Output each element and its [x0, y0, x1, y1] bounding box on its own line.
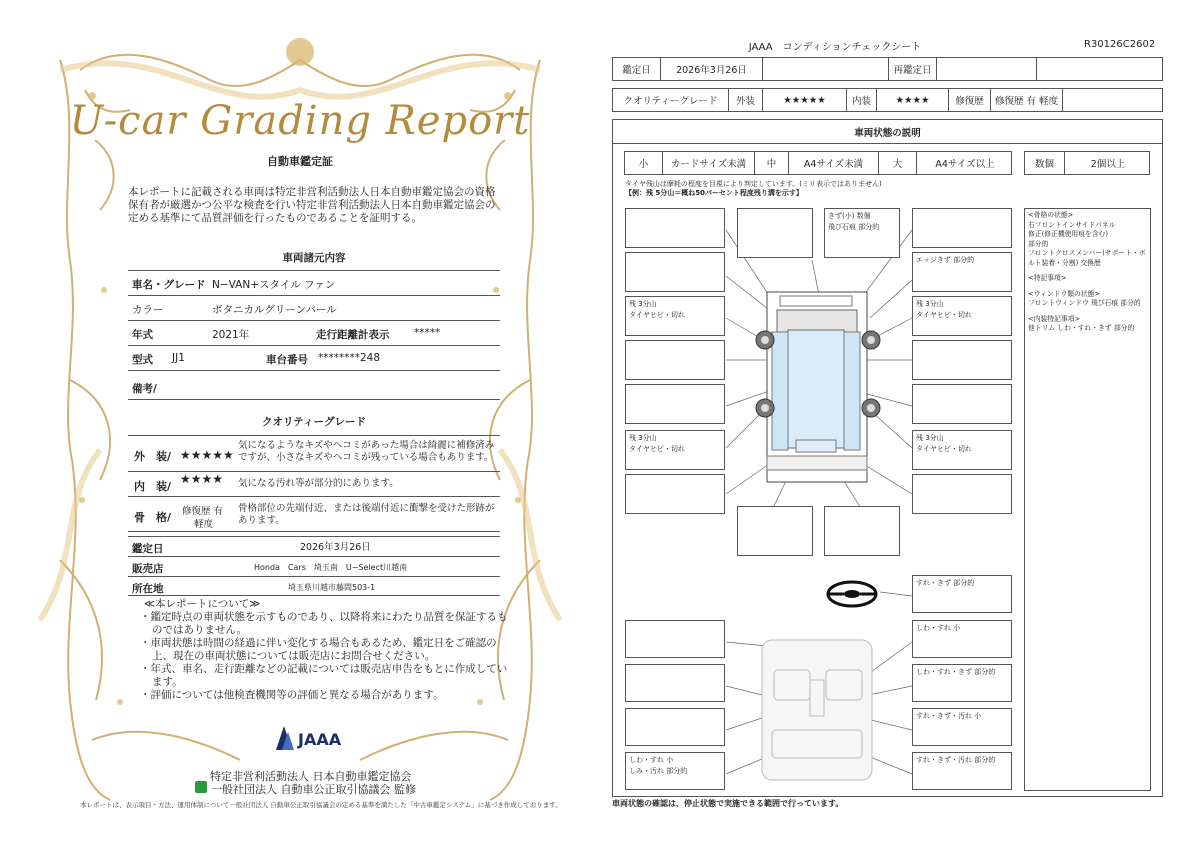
car-top-view — [767, 292, 867, 482]
dealer-row — [128, 556, 500, 576]
cond-box — [625, 384, 725, 424]
cond-box — [625, 208, 725, 248]
cond-box-tire-rl: 残 3分山 タイヤヒビ・切れ — [625, 430, 725, 470]
exterior-desc: 気になるようなキズやヘコミがあった場合は綺麗に補修済みですが、小さなキズやヘコミが残っている場合もあります。 — [238, 440, 495, 463]
sheet-repair-value: 修復歴 有 軽度 — [991, 89, 1063, 111]
note-item: ・評価については他検査機関等の評価と異なる場合があります。 — [140, 689, 444, 701]
redate-blank — [1037, 58, 1163, 80]
frame-desc: 骨格部位の先端付近、または後端付近に衝撃を受けた形跡があります。 — [238, 503, 495, 526]
spec-row-remarks — [128, 370, 500, 400]
name-value: N−VAN+スタイル ファン — [212, 279, 336, 291]
large-label: 大 — [879, 152, 917, 174]
frame-label: 骨 格/ — [134, 511, 172, 524]
sheet-bottom-note: 車両状態の確認は、停止状態で実施できる範囲で行っています。 — [612, 799, 844, 808]
cond-box-tire-fr: 残 3分山 タイヤヒビ・切れ — [912, 296, 1012, 336]
cond-box-interior-3: すれ・きず・汚れ 小 — [912, 708, 1012, 746]
certificate-title: U-car Grading Report — [69, 98, 531, 144]
grade-table — [612, 88, 1163, 112]
sheet-ext-label: 外装 — [729, 89, 763, 111]
cond-box — [912, 384, 1012, 424]
small-label: 小 — [625, 152, 663, 174]
sheet-date-label: 鑑定日 — [613, 58, 661, 80]
date-label: 鑑定日 — [132, 543, 164, 555]
steering-wheel-icon — [828, 582, 876, 606]
cond-box-wheel: すれ・きず 部分的 — [912, 575, 1012, 613]
spec-row-color — [128, 295, 500, 320]
notes-heading: ≪本レポートについて≫ — [144, 598, 261, 610]
cond-box — [737, 506, 813, 556]
date-table — [612, 57, 1163, 81]
certificate-footnote: 本レポートは、表示項目・方法、運用体制について一般社団法人 自動車公正取引協議会の定める基準を満たした「中古車鑑定システム」に基づき作成しております。 — [80, 801, 562, 809]
interior-label: 内 装/ — [134, 480, 172, 493]
memo-interior: <内装特記事項> 他トリム しわ・すれ・きず 部分的 — [1028, 314, 1135, 332]
color-value: ボタニカルグリーンパール — [212, 304, 337, 316]
certificate-subtitle: 自動車鑑定証 — [267, 155, 333, 168]
memo-window: <ウィンドウ類の状態> フロントウィンドウ 飛び石痕 部分的 — [1028, 289, 1141, 307]
memo-panel — [1024, 208, 1151, 791]
year-value: 2021年 — [212, 329, 250, 341]
cond-box-interior-1: しわ・すれ 小 — [912, 620, 1012, 658]
notes — [140, 598, 510, 702]
association-name: 特定非営利活動法人 日本自動車鑑定協会 — [210, 770, 412, 783]
count-label: 数個 — [1025, 152, 1065, 174]
exterior-stars: ★★★★★ — [180, 448, 234, 462]
redate-label: 再鑑定日 — [889, 58, 937, 80]
address-label: 所在地 — [132, 583, 164, 595]
tire-note-1: タイヤ残山は摩耗の程度を目視により判定しています。(ミリ表示ではありません) — [625, 180, 882, 188]
jaaa-logo-text: JAAA — [298, 730, 342, 749]
year-label: 年式 — [132, 329, 153, 341]
chassis-label: 車台番号 — [266, 354, 308, 366]
supervisor-name: 一般社団法人 自動車公正取引協議会 監修 — [211, 783, 416, 796]
cond-box — [625, 252, 725, 292]
cond-box — [912, 208, 1012, 248]
spec-row-model — [128, 345, 500, 370]
cond-box — [625, 474, 725, 514]
dealer-value: Honda Cars 埼玉南 U−Select川越南 — [254, 563, 408, 572]
remarks-label: 備考/ — [132, 383, 157, 395]
sheet-grade-label: クオリティーグレード — [613, 89, 729, 111]
color-label: カラー — [132, 304, 164, 316]
interior-desc: 気になる汚れ等が部分的にあります。 — [238, 478, 399, 489]
exterior-label: 外 装/ — [134, 450, 172, 463]
small-value: カードサイズ未満 — [663, 152, 755, 174]
note-item: ・車両状態は時間の経過に伴い変化する場合もあるため、鑑定日をご確認の上、現在の車両状態については販売店にお問合せください。 — [140, 637, 497, 662]
cond-box — [625, 664, 725, 702]
note-item: ・年式、車名、走行距離などの記載については販売店申告をもとに作成しています。 — [140, 663, 508, 688]
interior-stars: ★★★★ — [180, 472, 224, 486]
mileage-value: ***** — [414, 327, 441, 339]
cond-box — [737, 208, 813, 258]
specs-heading: 車両諸元内容 — [282, 252, 346, 264]
note-item: ・鑑定時点の車両状態を示すものであり、以降将来にわたり品質を保証するものではありません。 — [140, 611, 508, 636]
count-value: 2個以上 — [1090, 159, 1126, 170]
cond-box-interior-2: しわ・すれ・きず 部分的 — [912, 664, 1012, 702]
cond-box — [625, 340, 725, 380]
model-value: JJ1 — [172, 352, 185, 364]
sheet-date-value: 2026年3月26日 — [661, 58, 763, 80]
sheet-ext-stars: ★★★★★ — [763, 89, 847, 111]
mid-label: 中 — [755, 152, 789, 174]
frame-value-1: 修復歴 有 — [182, 506, 224, 517]
cond-box-tire-fl: 残 3分山 タイヤヒビ・切れ — [625, 296, 725, 336]
cond-box-tire-rr: 残 3分山 タイヤヒビ・切れ — [912, 430, 1012, 470]
sheet-int-label: 内装 — [847, 89, 877, 111]
mileage-label: 走行距離計表示 — [316, 329, 390, 341]
sheet-date-blank — [763, 58, 889, 80]
dealer-label: 販売店 — [132, 563, 164, 575]
cond-box — [824, 506, 900, 556]
sheet-code: R30126C2602 — [1084, 39, 1156, 50]
tire-note — [625, 180, 882, 198]
address-value: 埼玉県川越市藤間503-1 — [288, 583, 376, 592]
desc-heading: 車両状態の説明 — [613, 120, 1162, 144]
memo-frame: <骨格の状態> 右フロントインサイドパネル 修正(修正機使用痕を含む) 部分的 フロントクロスメンバー(サポート・ボルト装着・分割) 交換歴 — [1028, 211, 1146, 267]
count-legend — [1024, 151, 1150, 175]
address-row — [128, 576, 500, 596]
tire-note-2: 【例：残 5分山＝概ね50パーセント程度残り溝を示す】 — [625, 189, 803, 197]
large-value: A4サイズ以上 — [935, 159, 995, 170]
cond-box-interior-5: しわ・すれ 小 しみ・汚れ 部分的 — [625, 752, 725, 790]
frame-value-2: 軽度 — [194, 519, 214, 530]
size-legend — [624, 151, 1012, 175]
cond-box — [625, 620, 725, 658]
grade-row-frame — [128, 496, 500, 532]
chassis-value: ********248 — [318, 352, 381, 364]
grade-row-interior — [128, 471, 500, 496]
cond-box-front: きず(小) 数個 飛び石痕 部分的 — [824, 208, 900, 258]
sheet-repair-label: 修復歴 — [949, 89, 991, 111]
cond-box — [625, 708, 725, 746]
model-label: 型式 — [132, 354, 153, 366]
cond-box — [912, 340, 1012, 380]
cond-box-interior-4: すれ・きず・汚れ 部分的 — [912, 752, 1012, 790]
mid-value: A4サイズ未満 — [789, 152, 879, 174]
date-value: 2026年3月26日 — [300, 542, 371, 553]
date-row — [128, 536, 500, 556]
certificate-intro: 本レポートに記載される車両は特定非営利活動法人日本自動車鑑定協会の資格保有者が厳選かつ公平な検査を行い特定非営利活動法人日本自動車鑑定協会の定める基準にて品質評価を行ったものであることを証明する。 — [128, 186, 496, 224]
cond-box — [912, 474, 1012, 514]
spec-row-name — [128, 270, 500, 295]
grade-row-exterior — [128, 435, 500, 471]
car-interior-view — [762, 640, 872, 780]
grade-heading: クオリティーグレード — [262, 416, 366, 428]
fair-trade-check-icon — [195, 781, 207, 793]
name-label: 車名・グレード — [132, 279, 206, 291]
cond-box-edge: エッジきず 部分的 — [912, 252, 1012, 292]
sheet-title: JAAA コンディションチェックシート — [748, 42, 922, 53]
spec-row-year — [128, 320, 500, 345]
memo-special: <特記事項> — [1028, 274, 1067, 282]
grade-blank — [1063, 89, 1163, 111]
redate-value — [937, 58, 1037, 80]
sheet-int-stars: ★★★★ — [877, 89, 949, 111]
